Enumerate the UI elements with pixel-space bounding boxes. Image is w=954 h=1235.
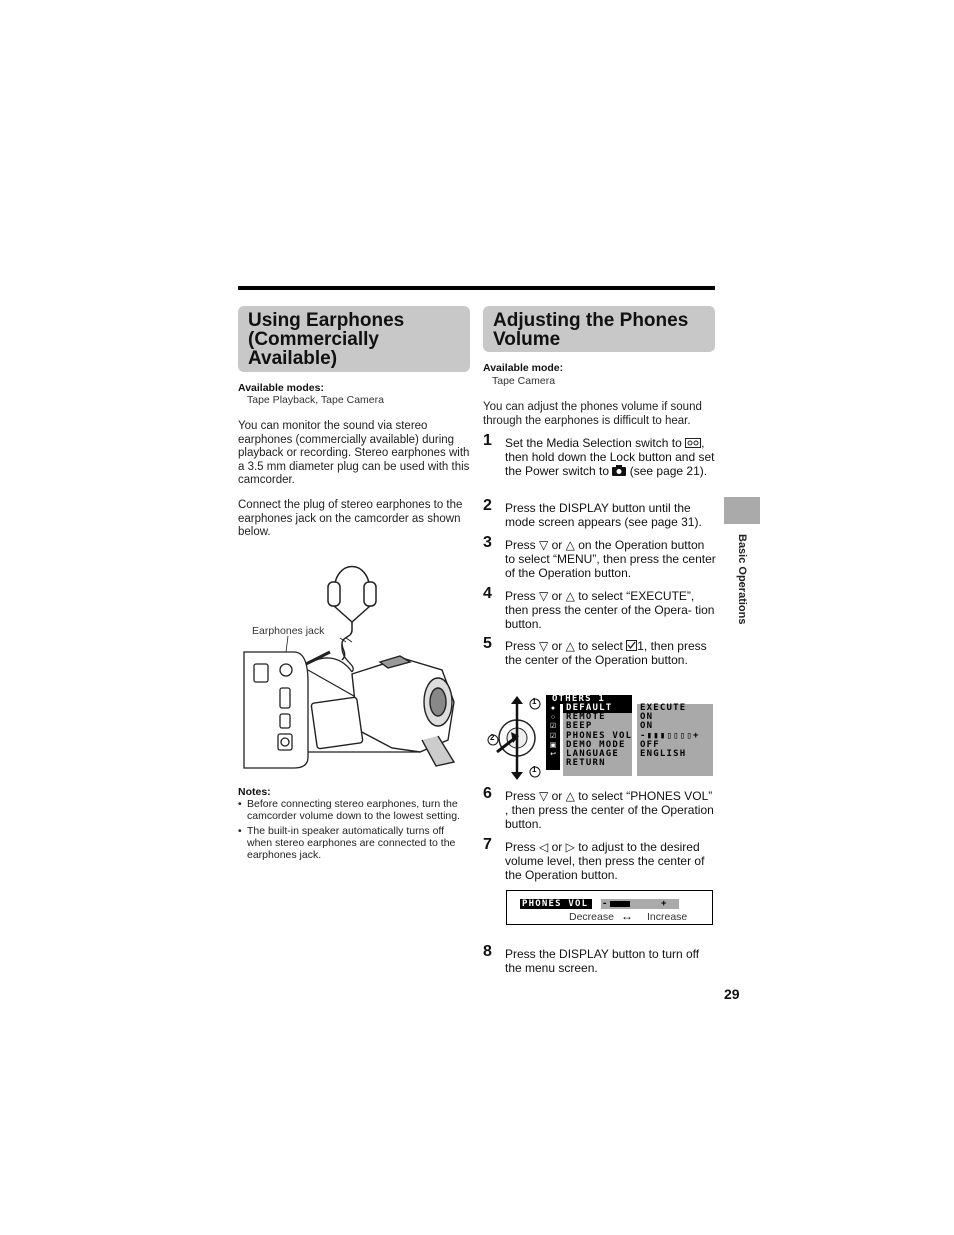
decrease-label: Decrease — [569, 911, 614, 923]
headphones-icon — [328, 567, 376, 661]
modes-label: Available modes: — [238, 382, 324, 394]
camera-icon: ● — [550, 705, 556, 712]
left-para-2: Connect the plug of stereo earphones to the earphones jack on the camcorder as shown below. — [238, 499, 463, 538]
menu-value: ON — [640, 721, 654, 732]
mode-label: Available mode: — [483, 362, 564, 374]
right-intro: You can adjust the phones volume if sound through the earphones is difficult to hear. — [483, 401, 702, 427]
step-number: 1 — [483, 432, 492, 449]
menu-item[interactable]: DEMO MODE — [566, 739, 626, 750]
jack-panel — [244, 652, 308, 768]
return-icon: ↩ — [550, 751, 556, 759]
earphones-jack-label: Earphones jack — [252, 625, 325, 637]
menu-value: EXECUTE — [640, 703, 687, 713]
increase-label: Increase — [647, 911, 688, 923]
camcorder-icon — [311, 656, 454, 766]
up-triangle-icon: △ — [565, 538, 575, 552]
phones-vol-level — [610, 901, 630, 907]
camera-icon — [612, 465, 626, 476]
down-triangle-icon: ▽ — [539, 538, 549, 552]
right-heading-box — [483, 306, 715, 352]
step-1-text: Set the Media Selection switch to , then hold down the Lock button and set the Power switch to (see page 21). — [505, 436, 715, 479]
step-number: 2 — [483, 497, 492, 514]
minus-icon: - — [602, 899, 609, 909]
callout-2: 2 — [490, 733, 495, 742]
menu-header: OTHERS 1 — [546, 695, 632, 704]
up-triangle-icon: △ — [565, 589, 575, 603]
top-rule — [238, 286, 715, 290]
note-item: • The built-in speaker automatically turns off when stereo earphones are connected to the earphones jack. — [238, 825, 470, 862]
down-triangle-icon: ▽ — [539, 789, 549, 803]
step-8-text: Press the DISPLAY button to turn off the menu screen. — [505, 947, 700, 976]
mode-value: Tape Camera — [492, 375, 556, 387]
tape-icon — [685, 438, 701, 448]
camcorder-illustration — [242, 552, 472, 782]
menu-item[interactable]: LANGUAGE — [566, 748, 619, 759]
menu-values — [637, 704, 713, 776]
step-4-text: Press ▽ or △ to select “EXECUTE”, then press the center of the Opera- tion button. — [505, 589, 715, 632]
section-label: Basic Operations — [736, 534, 748, 625]
up-triangle-icon: △ — [565, 639, 575, 653]
callout-1: 1 — [532, 765, 537, 774]
plus-icon: + — [661, 899, 668, 909]
operation-button-illustration — [487, 692, 547, 784]
right-heading: Adjusting the Phones Volume — [493, 310, 689, 350]
step-number: 3 — [483, 534, 492, 551]
down-triangle-icon: ▽ — [539, 639, 549, 653]
menu-item[interactable]: DEFAULT — [563, 704, 632, 713]
callout-1: 1 — [532, 697, 537, 706]
up-triangle-icon: △ — [565, 789, 575, 803]
menu-item[interactable]: REMOTE — [566, 712, 606, 723]
menu-item[interactable]: PHONES VOL — [566, 730, 633, 741]
down-triangle-icon: ▽ — [539, 589, 549, 603]
step-number: 4 — [483, 585, 492, 602]
step-7-text: Press ◁ or ▷ to adjust to the desired volume level, then press the center of the Operation button. — [505, 840, 705, 883]
page-number: 29 — [724, 986, 740, 1002]
menu-item[interactable]: BEEP — [566, 721, 593, 732]
checkbox-icon: ☑ — [549, 723, 557, 731]
left-heading: Using Earphones (Commercially Available) — [248, 310, 405, 369]
menu-figure — [487, 692, 715, 784]
step-6-text: Press ▽ or △ to select “PHONES VOL” , then press the center of the Operation button. — [505, 789, 714, 832]
section-tab — [724, 497, 760, 524]
right-triangle-icon: ▷ — [565, 840, 575, 854]
checkbox-icon — [626, 640, 637, 651]
step-number: 7 — [483, 836, 492, 853]
note-item: • Before connecting stereo earphones, turn the camcorder volume down to the lowest setting. — [238, 798, 470, 823]
phones-vol-label: PHONES VOL — [520, 899, 592, 909]
menu-items — [563, 704, 632, 776]
step-number: 5 — [483, 635, 492, 652]
step-5-text: Press ▽ or △ to select 1, then press the center of the Operation button. — [505, 639, 707, 668]
menu-value: ENGLISH — [640, 748, 687, 759]
tape-icon: ▣ — [549, 741, 557, 749]
phones-vol-track — [601, 899, 679, 909]
menu-icon-strip — [546, 704, 560, 770]
step-3-text: Press ▽ or △ on the Operation button to select “MENU”, then press the center of the Operation button. — [505, 538, 716, 581]
modes-value: Tape Playback, Tape Camera — [247, 394, 384, 406]
camera-icon: ○ — [550, 714, 556, 722]
left-para-1: You can monitor the sound via stereo earphones (commercially available) during playback or recording. Stereo earphones with a 3.5 mm diameter plug can be used with this camcorder. — [238, 420, 470, 486]
menu-item[interactable]: RETURN — [566, 758, 606, 769]
step-2-text: Press the DISPLAY button until the mode screen appears (see page 31). — [505, 501, 702, 530]
checkbox-icon: ☑ — [549, 732, 557, 740]
double-arrow-icon: ↔ — [621, 909, 633, 923]
notes-list — [238, 798, 470, 863]
left-heading-box — [238, 306, 470, 372]
menu-value: ON — [640, 712, 654, 723]
earphones-figure — [242, 552, 472, 782]
menu-value: OFF — [640, 739, 660, 750]
step-number: 8 — [483, 943, 492, 960]
notes-title: Notes: — [238, 786, 271, 798]
menu-value: -▮▮▮▯▯▯▯+ — [640, 730, 700, 741]
step-number: 6 — [483, 785, 492, 802]
phones-vol-box — [506, 890, 713, 925]
left-triangle-icon: ◁ — [539, 840, 549, 854]
